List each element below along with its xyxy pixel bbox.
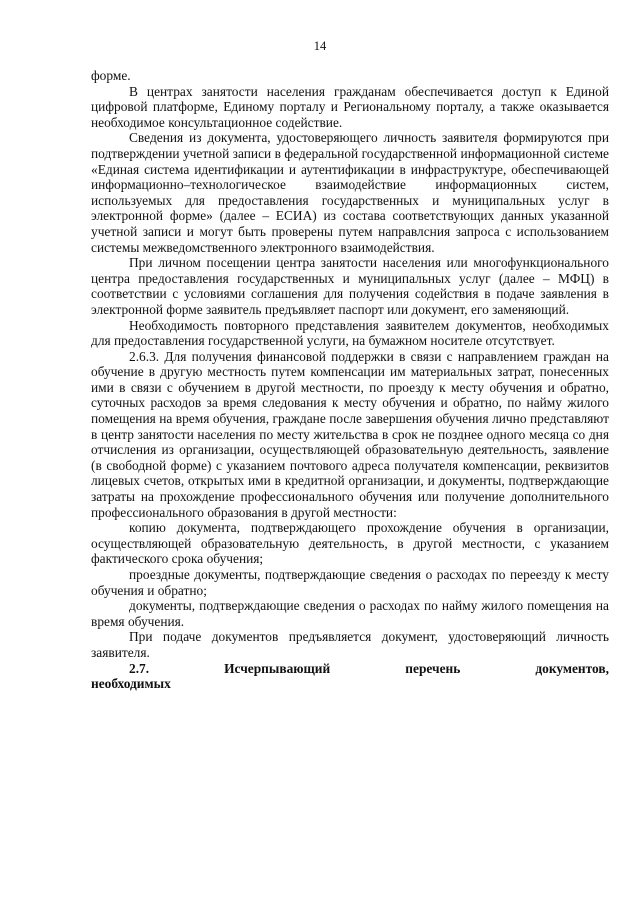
list-item-training-document: копию документа, подтверждающего прохождение обучения в организации, осуществляющей образовательную деятельность, в другой местности, с указанием фактического срока обучения; bbox=[91, 520, 609, 567]
paragraph-esia-identity: Сведения из документа, удостоверяющего личность заявителя формируются при подтверждении учетной записи в федеральной государственной информационной системе «Единая система идентификации и аутентификации в инфраструктуре, обеспечивающей информационно–технологическое взаимодействие информационных систем, используемых для предоставления государственных и муниципальных услуг в электронной форме» (далее – ЕСИА) из состава соответствующих данных указанной учетной записи и могут быть проверены путем направлсния запроса с использованием системы межведомственного электронного взаимодействия. bbox=[91, 130, 609, 255]
list-item-housing-documents: документы, подтверждающие сведения о расходах по найму жилого помещения на время обучения. bbox=[91, 598, 609, 629]
paragraph-no-resubmission: Необходимость повторного представления заявителем документов, необходимых для предоставления государственной услуги, на бумажном носителе отсутствует. bbox=[91, 317, 609, 349]
paragraph-continuation: форме. bbox=[91, 68, 131, 83]
page-number: 14 bbox=[313, 39, 327, 53]
paragraph-employment-centers-access: В центрах занятости населения гражданам обеспечивается доступ к Единой цифровой платформе, Единому порталу и Региональному порталу, а также оказывается необходимое консультационное содействие. bbox=[91, 83, 609, 130]
paragraph-personal-visit-mfc: При личном посещении центра занятости населения или многофункционального центра предоставления государственных и муниципальных услуг (далее – МФЦ) в соответствии с условиями соглашения для получения содействия в подаче заявления в электронной форме заявитель предъявляет паспорт или документ, его заменяющий. bbox=[91, 255, 609, 317]
list-item-travel-documents: проездные документы, подтверждающие сведения о расходах по переезду к месту обучения и обратно; bbox=[91, 567, 609, 598]
paragraph-identity-document: При подаче документов предъявляется документ, удостоверяющий личность заявителя. bbox=[91, 629, 609, 660]
body-text bbox=[91, 68, 609, 692]
paragraph-2-6-3: 2.6.3. Для получения финансовой поддержки в связи с направлением граждан на обучение в другую местность путем компенсации им материальных затрат, понесенных ими в связи с обучением в другой местности, по проезду к месту обучения и обратно, суточных расходов за время следования к месту обучения и обратно, по найму жилого помещения на время обучения, граждане после завершения обучения лично представляют в центр занятости населения по месту жительства в срок не позднее одного месяца со дня отчисления из организации, осуществляющей образовательную деятельность, заявление (в свободной форме) с указанием почтового адреса получателя компенсации, реквизитов лицевых счетов, открытых ими в кредитной организации, и документы, подтверждающие затраты на прохождение профессионального обучения или получение дополнительного профессионального образования в другой местности: bbox=[91, 348, 609, 520]
section-heading-2-7: 2.7. Исчерпывающий перечень документов, необходимых bbox=[91, 660, 609, 692]
